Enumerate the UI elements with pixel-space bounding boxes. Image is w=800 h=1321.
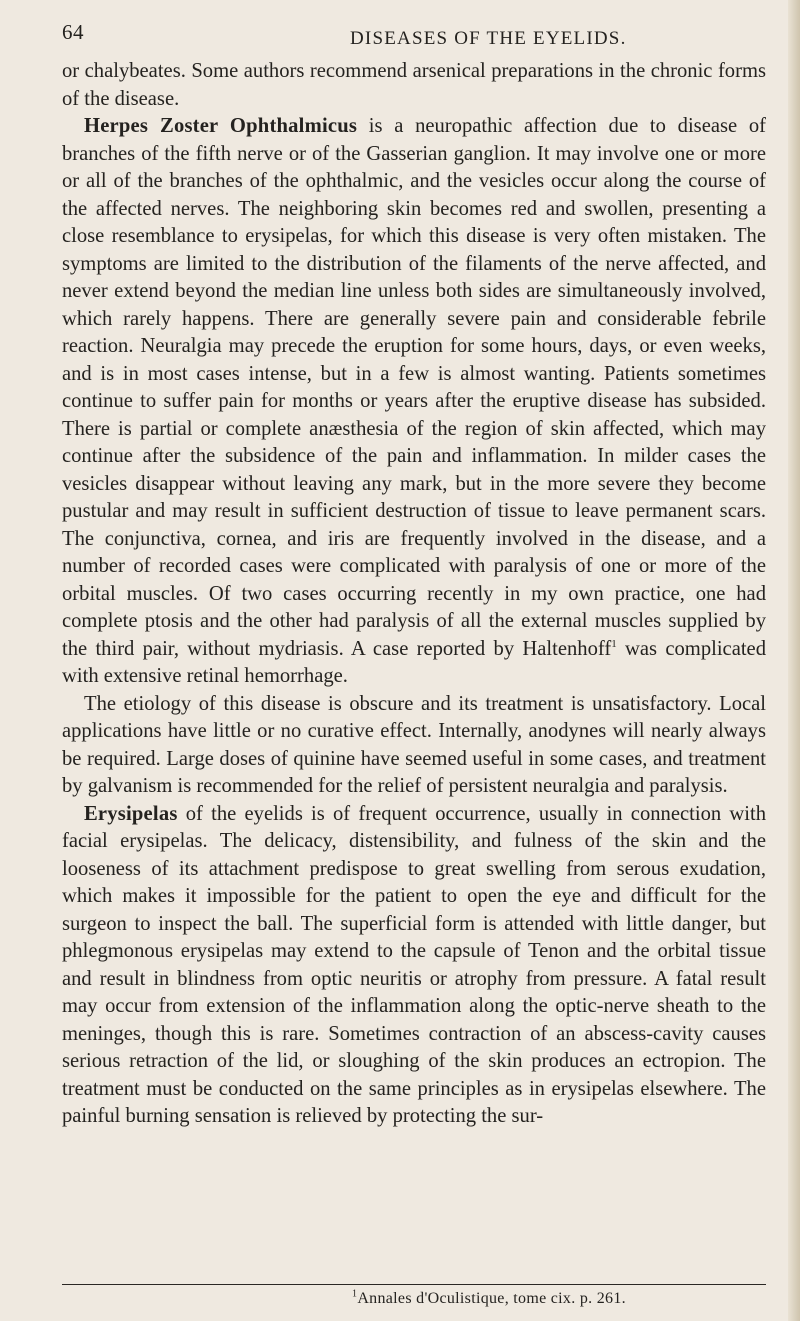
page-number: 64 xyxy=(62,20,84,44)
footnote xyxy=(352,1290,626,1308)
page-edge-shadow xyxy=(788,0,800,1321)
paragraph-text: is a neuropathic affection due to disease of branches of the fifth nerve or of the Gasserian ganglion. It may involve one or more or all of the branches of the ophthalmic, and the vesicles occur along the course of the affected nerves. The neighboring skin becomes red and swollen, presenting a close resemblance to erysipelas, for which this disease is very often mistaken. The symptoms are limited to the distribution of the filaments of the nerve affected, and never extend beyond the median line unless both sides are simultaneously involved, which rarely happens. There are generally severe pain and considerable febrile reaction. Neuralgia may precede the eruption for some hours, days, or even weeks, and is in most cases intense, but in a few is almost wanting. Patients sometimes continue to suffer pain for months or years after the eruptive disease has subsided. There is partial or complete anæsthesia of the region of skin affected, which may continue after the subsidence of the pain and inflammation. In milder cases the vesicles disappear without leaving any mark, but in the more severe they become pustular and may result in sufficient destruction of tissue to leave permanent scars. The conjunctiva, cornea, and iris are frequently involved in the disease, and a number of recorded cases were complicated with paralysis of one or more of the orbital muscles. Of two cases occurring recently in my own practice, one had complete ptosis and the other had paralysis of all the external muscles supplied by the third pair, without mydriasis. A case reported by Haltenhoff xyxy=(62,115,766,660)
body-text xyxy=(62,58,766,1131)
running-head: DISEASES OF THE EYELIDS. xyxy=(350,28,627,49)
paragraph-text-continued: was complicated with extensive retinal hemorrhage. xyxy=(62,637,766,687)
paragraph-herpes-zoster xyxy=(62,113,766,691)
paragraph-text: The etiology of this disease is obscure and its treatment is unsatisfactory. Local applications have little or no curative effect. Internally, anodynes will nearly always be required. Large doses of quinine have seemed useful in some cases, and treatment by galvanism is recommended for the relief of persistent neuralgia and paralysis. xyxy=(62,692,766,797)
paragraph-erysipelas xyxy=(62,801,766,1131)
section-term-herpes-zoster: Herpes Zoster Ophthalmicus xyxy=(84,115,358,137)
paragraph-text: of the eyelids is of frequent occurrence, usually in connection with facial erysipelas. The delicacy, distensibility, and fulness of the skin and the looseness of its attachment predispose to great swelling from serous exudation, which makes it impossible for the patient to open the eye and difficult for the surgeon to inspect the ball. The superficial form is attended with little danger, but phlegmonous erysipelas may extend to the capsule of Tenon and the orbital tissue and result in blindness from optic neuritis or atrophy from pressure. A fatal result may occur from extension of the inflammation along the optic-nerve sheath to the meninges, though this is rare. Sometimes contraction of an abscess-cavity causes serious retraction of the lid, or sloughing of the skin produces an ectropion. The treatment must be conducted on the same principles as in erysipelas elsewhere. The painful burning sensation is relieved by protecting the sur- xyxy=(62,802,766,1127)
paragraph-chalybeates xyxy=(62,58,766,113)
footnote-divider xyxy=(62,1284,766,1285)
footnote-reference: 1 xyxy=(611,637,617,650)
section-term-erysipelas: Erysipelas xyxy=(84,802,178,825)
paragraph-text: or chalybeates. Some authors recommend arsenical preparations in the chronic forms of the disease. xyxy=(62,60,766,110)
paragraph-etiology xyxy=(62,691,766,801)
footnote-marker: 1 xyxy=(352,1288,358,1300)
footnote-text: Annales d'Oculistique, tome cix. p. 261. xyxy=(357,1290,626,1307)
page-header xyxy=(62,20,762,52)
